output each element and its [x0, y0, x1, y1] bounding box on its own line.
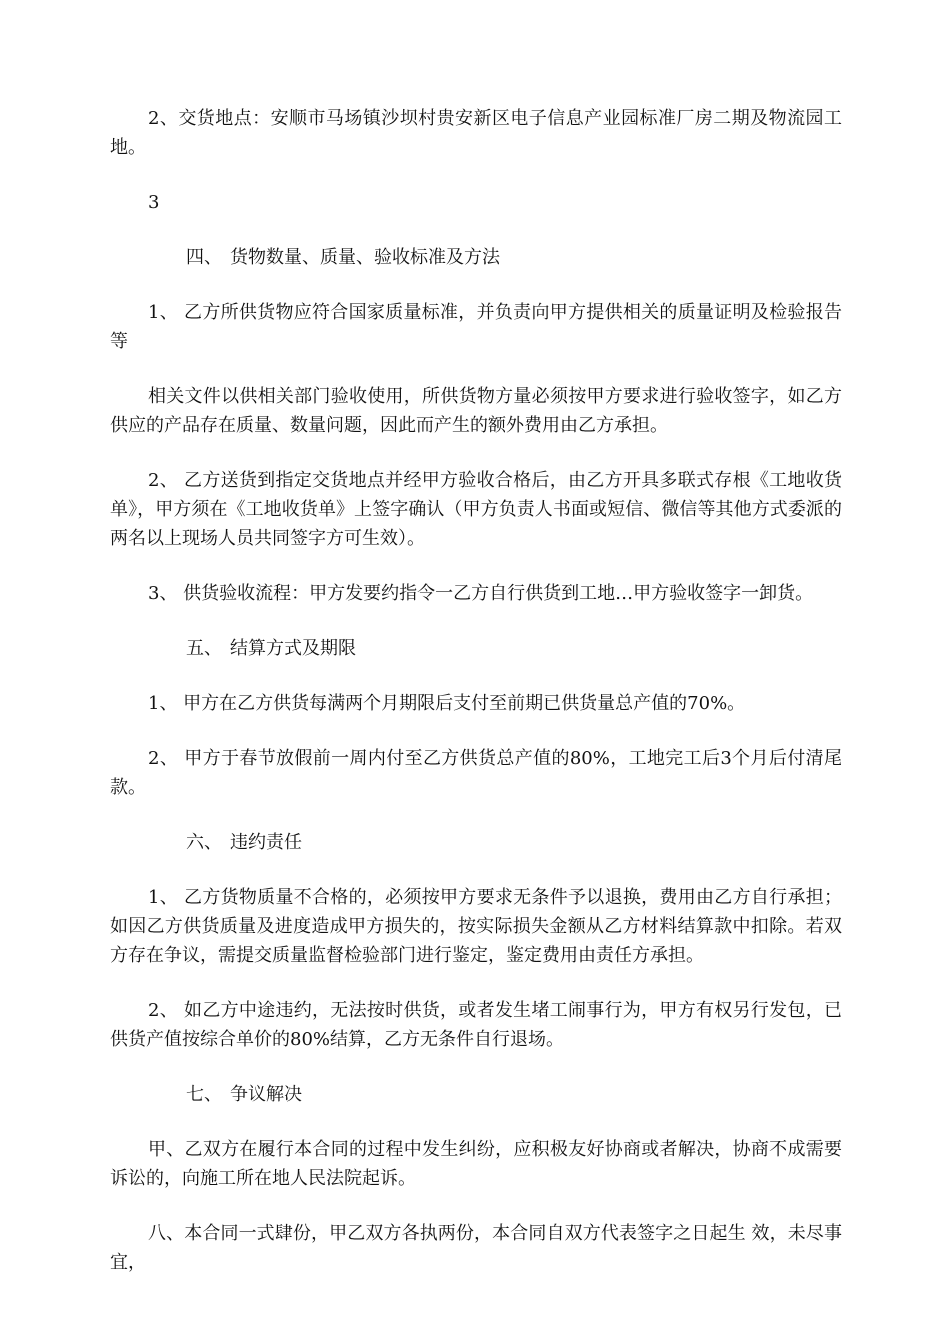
paragraph-page-number: 3 — [148, 192, 160, 213]
paragraph-quality-standard: 1、 乙方所供货物应符合国家质量标准，并负责向甲方提供相关的质量证明及检验报告等 — [110, 302, 842, 352]
paragraph-acceptance-process: 3、 供货验收流程：甲方发要约指令一乙方自行供货到工地…甲方验收签字一卸货。 — [148, 583, 814, 604]
paragraph-liability-2: 2、 如乙方中途违约，无法按时供货，或者发生堵工闹事行为，甲方有权另行发包，已供货产值按综合单价的80%结算，乙方无条件自行退场。 — [110, 1000, 842, 1050]
paragraph-payment-1: 1、 甲方在乙方供货每满两个月期限后支付至前期已供货量总产值的70%。 — [148, 693, 746, 714]
section-heading-8 — [110, 1219, 842, 1277]
paragraph-liability-1: 1、 乙方货物质量不合格的，必须按甲方要求无条件予以退换，费用由乙方自行承担；如因乙方供货质量及进度造成甲方损失的，按实际损失金额从乙方材料结算款中扣除。若双方存在争议，需提交质量监督检验部门进行鉴定，鉴定费用由责任方承担。 — [110, 887, 842, 966]
section-heading-4 — [110, 243, 842, 272]
section-number: 五、 — [186, 638, 222, 659]
paragraph-delivery-location: 2、交货地点：安顺市马场镇沙坝村贵安新区电子信息产业园标准厂房二期及物流园工地。 — [110, 108, 842, 158]
paragraph-delivery-receipt: 2、 乙方送货到指定交货地点并经甲方验收合格后，由乙方开具多联式存根《工地收货单》，甲方须在《工地收货单》上签字确认（甲方负责人书面或短信、微信等其他方式委派的两名以上现场人员共同签字方可生效）。 — [110, 470, 842, 549]
section-number: 四、 — [186, 247, 222, 268]
section-title: 违约责任 — [230, 832, 302, 853]
paragraph-payment-2: 2、 甲方于春节放假前一周内付至乙方供货总产值的80%，工地完工后3个月后付清尾款。 — [110, 748, 842, 798]
paragraph-dispute-resolution: 甲、乙双方在履行本合同的过程中发生纠纷，应积极友好协商或者解决，协商不成需要诉讼的，向施工所在地人民法院起诉。 — [110, 1139, 842, 1189]
section-number: 八、 — [148, 1223, 185, 1244]
section-title: 货物数量、质量、验收标准及方法 — [230, 247, 500, 268]
section-heading-6 — [110, 828, 842, 857]
section-title: 本合同一式肆份，甲乙双方各执两份，本合同自双方代表签字之日起生 效，未尽事宜， — [110, 1223, 843, 1273]
section-heading-7 — [110, 1080, 842, 1109]
section-number: 六、 — [186, 832, 222, 853]
section-heading-5 — [110, 634, 842, 663]
document-page — [110, 104, 842, 1303]
paragraph-related-documents: 相关文件以供相关部门验收使用，所供货物方量必须按甲方要求进行验收签字，如乙方供应的产品存在质量、数量问题，因此而产生的额外费用由乙方承担。 — [110, 386, 842, 436]
section-title: 结算方式及期限 — [230, 638, 356, 659]
section-title: 争议解决 — [230, 1084, 302, 1105]
section-number: 七、 — [186, 1084, 222, 1105]
